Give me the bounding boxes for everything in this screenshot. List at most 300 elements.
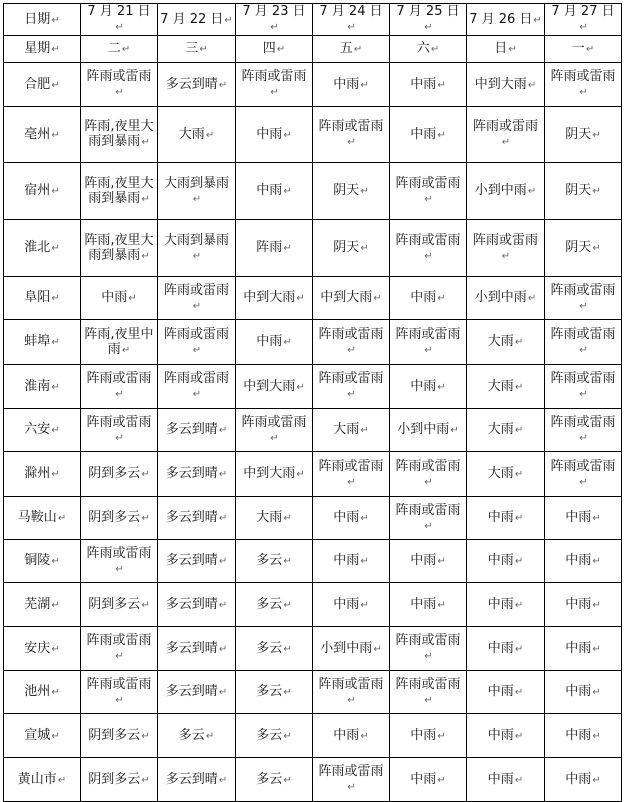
forecast-cell: 阵雨或雷雨↵ — [313, 758, 390, 802]
date-cell: 7 月 26 日↵ — [467, 4, 545, 36]
paragraph-mark: ↵ — [514, 337, 524, 348]
paragraph-mark: ↵ — [424, 694, 433, 706]
paragraph-mark: ↵ — [192, 300, 202, 312]
paragraph-mark: ↵ — [424, 651, 433, 662]
paragraph-mark: ↵ — [579, 432, 588, 444]
forecast-cell: 中雨↵ — [313, 63, 390, 107]
forecast-cell: 中雨↵ — [467, 758, 545, 802]
forecast-cell: 阴到多云↵ — [81, 714, 158, 758]
paragraph-mark: ↵ — [579, 389, 588, 400]
forecast-cell: 阵雨或雷雨↵ — [158, 320, 236, 365]
forecast-cell: 多云到晴↵ — [158, 497, 236, 540]
paragraph-mark: ↵ — [192, 193, 202, 205]
weekday-cell: 二↵ — [81, 36, 158, 63]
forecast-cell: 大雨↵ — [313, 409, 390, 452]
paragraph-mark: ↵ — [283, 730, 292, 742]
paragraph-mark: ↵ — [192, 389, 202, 400]
forecast-cell: 中雨↵ — [236, 320, 313, 365]
table-row — [4, 671, 622, 714]
paragraph-mark: ↵ — [115, 389, 124, 400]
paragraph-mark: ↵ — [514, 599, 524, 611]
paragraph-mark: ↵ — [579, 344, 588, 356]
weekday-label-cell: 星期↵ — [4, 36, 81, 63]
paragraph-mark: ↵ — [51, 14, 60, 26]
paragraph-mark: ↵ — [270, 87, 279, 98]
forecast-cell: 阵雨或雷雨↵ — [390, 671, 467, 714]
forecast-cell: 大雨↵ — [467, 452, 545, 497]
paragraph-mark: ↵ — [533, 14, 542, 26]
paragraph-mark: ↵ — [514, 774, 524, 786]
paragraph-mark: ↵ — [347, 694, 356, 706]
paragraph-mark: ↵ — [347, 782, 356, 793]
forecast-cell: 中到大雨↵ — [313, 277, 390, 320]
forecast-cell: 多云到晴↵ — [158, 583, 236, 627]
paragraph-mark: ↵ — [424, 344, 433, 356]
forecast-cell: 多云↵ — [236, 758, 313, 802]
paragraph-mark: ↵ — [128, 293, 137, 304]
paragraph-mark: ↵ — [347, 389, 356, 400]
forecast-cell: 阵雨或雷雨↵ — [545, 409, 622, 452]
paragraph-mark: ↵ — [115, 432, 124, 444]
paragraph-mark: ↵ — [424, 476, 433, 488]
table-row — [4, 107, 622, 163]
table-row — [4, 714, 622, 758]
forecast-cell: 中雨↵ — [390, 540, 467, 583]
forecast-cell: 中雨↵ — [390, 583, 467, 627]
forecast-cell: 阵雨或雷雨↵ — [313, 107, 390, 163]
paragraph-mark: ↵ — [424, 520, 433, 532]
forecast-cell: 阵雨或雷雨↵ — [81, 409, 158, 452]
forecast-cell: 阵雨或雷雨↵ — [467, 107, 545, 163]
paragraph-mark: ↵ — [514, 513, 524, 524]
date-label-cell: 日期↵ — [4, 4, 81, 36]
city-cell: 阜阳↵ — [4, 277, 81, 320]
forecast-cell: 大雨↵ — [467, 320, 545, 365]
forecast-cell: 中雨↵ — [467, 714, 545, 758]
paragraph-mark: ↵ — [283, 643, 292, 655]
forecast-cell: 阵雨或雷雨↵ — [81, 540, 158, 583]
paragraph-mark: ↵ — [424, 22, 433, 33]
paragraph-mark: ↵ — [283, 774, 292, 786]
forecast-cell: 阵雨,夜里中雨↵ — [81, 320, 158, 365]
paragraph-mark: ↵ — [360, 186, 369, 197]
paragraph-mark: ↵ — [424, 193, 433, 205]
paragraph-mark: ↵ — [192, 344, 202, 356]
paragraph-mark: ↵ — [283, 687, 292, 698]
date-cell: 7 月 24 日↵ — [313, 4, 390, 36]
forecast-cell: 多云↵ — [158, 714, 236, 758]
forecast-cell: 多云到晴↵ — [158, 409, 236, 452]
paragraph-mark: ↵ — [353, 44, 363, 55]
paragraph-mark: ↵ — [270, 22, 279, 33]
forecast-cell: 中雨↵ — [467, 540, 545, 583]
forecast-cell: 大雨↵ — [467, 365, 545, 409]
paragraph-mark: ↵ — [51, 730, 60, 742]
paragraph-mark: ↵ — [51, 381, 60, 393]
paragraph-mark: ↵ — [437, 730, 446, 742]
paragraph-mark: ↵ — [141, 137, 150, 148]
table-row — [4, 627, 622, 671]
paragraph-mark: ↵ — [437, 599, 446, 611]
forecast-cell: 阵雨或雷雨↵ — [236, 63, 313, 107]
forecast-cell: 多云↵ — [236, 540, 313, 583]
city-cell: 淮北↵ — [4, 220, 81, 277]
forecast-cell: 阵雨或雷雨↵ — [313, 671, 390, 714]
forecast-cell: 中雨↵ — [545, 758, 622, 802]
paragraph-mark: ↵ — [115, 651, 124, 662]
paragraph-mark: ↵ — [527, 79, 537, 91]
date-cell: 7 月 22 日↵ — [158, 4, 236, 36]
paragraph-mark: ↵ — [347, 344, 356, 356]
paragraph-mark: ↵ — [218, 469, 228, 480]
weather-forecast-table — [3, 3, 622, 802]
forecast-cell: 中雨↵ — [467, 671, 545, 714]
city-cell: 铜陵↵ — [4, 540, 81, 583]
forecast-cell: 阵雨或雷雨↵ — [158, 277, 236, 320]
paragraph-mark: ↵ — [51, 79, 60, 91]
forecast-cell: 大雨到暴雨↵ — [158, 220, 236, 277]
paragraph-mark: ↵ — [527, 186, 537, 197]
city-cell: 亳州↵ — [4, 107, 81, 163]
paragraph-mark: ↵ — [205, 129, 215, 141]
city-cell: 淮南↵ — [4, 365, 81, 409]
paragraph-mark: ↵ — [51, 469, 60, 480]
paragraph-mark: ↵ — [141, 774, 150, 786]
forecast-cell: 阵雨或雷雨↵ — [236, 409, 313, 452]
forecast-cell: 阴天↵ — [313, 220, 390, 277]
forecast-cell: 阵雨或雷雨↵ — [313, 365, 390, 409]
paragraph-mark: ↵ — [283, 186, 292, 197]
weekday-cell: 六↵ — [390, 36, 467, 63]
paragraph-mark: ↵ — [508, 44, 517, 55]
forecast-cell: 中雨↵ — [390, 63, 467, 107]
paragraph-mark: ↵ — [218, 79, 228, 91]
paragraph-mark: ↵ — [57, 513, 67, 524]
paragraph-mark: ↵ — [115, 563, 124, 575]
paragraph-mark: ↵ — [514, 425, 524, 436]
paragraph-mark: ↵ — [592, 556, 601, 567]
paragraph-mark: ↵ — [360, 599, 369, 611]
paragraph-mark: ↵ — [437, 381, 446, 393]
forecast-cell: 小到中雨↵ — [390, 409, 467, 452]
city-cell: 蚌埠↵ — [4, 320, 81, 365]
forecast-cell: 中雨↵ — [390, 714, 467, 758]
forecast-cell: 阴天↵ — [313, 163, 390, 220]
paragraph-mark: ↵ — [283, 129, 292, 141]
forecast-cell: 阵雨或雷雨↵ — [390, 220, 467, 277]
paragraph-mark: ↵ — [205, 730, 215, 742]
paragraph-mark: ↵ — [121, 344, 131, 356]
paragraph-mark: ↵ — [592, 186, 601, 197]
paragraph-mark: ↵ — [51, 44, 60, 55]
date-cell: 7 月 23 日↵ — [236, 4, 313, 36]
paragraph-mark: ↵ — [199, 44, 208, 55]
table-row — [4, 452, 622, 497]
forecast-cell: 中雨↵ — [313, 497, 390, 540]
forecast-cell: 中雨↵ — [545, 671, 622, 714]
forecast-cell: 多云到晴↵ — [158, 671, 236, 714]
forecast-cell: 大雨↵ — [158, 107, 236, 163]
paragraph-mark: ↵ — [218, 556, 228, 567]
forecast-cell: 中雨↵ — [467, 627, 545, 671]
paragraph-mark: ↵ — [585, 44, 595, 55]
paragraph-mark: ↵ — [437, 293, 446, 304]
forecast-cell: 阴到多云↵ — [81, 452, 158, 497]
paragraph-mark: ↵ — [283, 243, 292, 254]
forecast-cell: 中雨↵ — [545, 714, 622, 758]
forecast-cell: 阵雨或雷雨↵ — [545, 63, 622, 107]
forecast-cell: 阴天↵ — [545, 107, 622, 163]
paragraph-mark: ↵ — [296, 381, 305, 393]
forecast-cell: 中雨↵ — [390, 277, 467, 320]
paragraph-mark: ↵ — [514, 469, 524, 480]
table-row — [4, 583, 622, 627]
forecast-cell: 阵雨或雷雨↵ — [545, 452, 622, 497]
forecast-cell: 阵雨或雷雨↵ — [390, 627, 467, 671]
paragraph-mark: ↵ — [192, 250, 202, 262]
paragraph-mark: ↵ — [218, 425, 228, 436]
table-row — [4, 63, 622, 107]
paragraph-mark: ↵ — [514, 643, 524, 655]
forecast-cell: 阴到多云↵ — [81, 758, 158, 802]
table-row — [4, 163, 622, 220]
paragraph-mark: ↵ — [437, 79, 446, 91]
forecast-cell: 阵雨或雷雨↵ — [390, 320, 467, 365]
table-row — [4, 540, 622, 583]
forecast-cell: 中雨↵ — [236, 107, 313, 163]
paragraph-mark: ↵ — [347, 476, 356, 488]
paragraph-mark: ↵ — [579, 22, 588, 33]
paragraph-mark: ↵ — [592, 513, 601, 524]
paragraph-mark: ↵ — [592, 687, 601, 698]
paragraph-mark: ↵ — [224, 14, 233, 26]
table-row — [4, 220, 622, 277]
forecast-cell: 大雨到暴雨↵ — [158, 163, 236, 220]
forecast-cell: 多云↵ — [236, 627, 313, 671]
paragraph-mark: ↵ — [450, 425, 459, 436]
forecast-cell: 阴天↵ — [545, 163, 622, 220]
paragraph-mark: ↵ — [283, 556, 292, 567]
city-cell: 池州↵ — [4, 671, 81, 714]
forecast-cell: 中雨↵ — [545, 540, 622, 583]
forecast-cell: 阵雨或雷雨↵ — [545, 277, 622, 320]
paragraph-mark: ↵ — [501, 250, 511, 262]
forecast-cell: 阵雨,夜里大雨到暴雨↵ — [81, 220, 158, 277]
paragraph-mark: ↵ — [347, 137, 356, 148]
forecast-cell: 中雨↵ — [313, 583, 390, 627]
table-row — [4, 758, 622, 802]
forecast-cell: 小到中雨↵ — [467, 277, 545, 320]
paragraph-mark: ↵ — [51, 599, 60, 611]
paragraph-mark: ↵ — [360, 79, 369, 91]
paragraph-mark: ↵ — [437, 774, 446, 786]
paragraph-mark: ↵ — [141, 730, 150, 742]
paragraph-mark: ↵ — [592, 774, 601, 786]
date-header-row — [4, 4, 622, 36]
forecast-cell: 中雨↵ — [313, 540, 390, 583]
paragraph-mark: ↵ — [218, 774, 228, 786]
paragraph-mark: ↵ — [115, 22, 124, 33]
forecast-cell: 多云↵ — [236, 714, 313, 758]
paragraph-mark: ↵ — [592, 730, 601, 742]
forecast-cell: 阵雨或雷雨↵ — [390, 163, 467, 220]
paragraph-mark: ↵ — [592, 643, 601, 655]
forecast-cell: 阵雨或雷雨↵ — [467, 220, 545, 277]
paragraph-mark: ↵ — [121, 44, 131, 55]
forecast-cell: 中雨↵ — [467, 497, 545, 540]
date-cell: 7 月 25 日↵ — [390, 4, 467, 36]
paragraph-mark: ↵ — [514, 381, 524, 393]
paragraph-mark: ↵ — [51, 425, 60, 436]
city-cell: 芜湖↵ — [4, 583, 81, 627]
weekday-cell: 五↵ — [313, 36, 390, 63]
paragraph-mark: ↵ — [276, 44, 286, 55]
paragraph-mark: ↵ — [51, 687, 60, 698]
paragraph-mark: ↵ — [51, 337, 60, 348]
forecast-cell: 阵雨或雷雨↵ — [545, 365, 622, 409]
city-cell: 宿州↵ — [4, 163, 81, 220]
table-row — [4, 365, 622, 409]
city-cell: 安庆↵ — [4, 627, 81, 671]
paragraph-mark: ↵ — [51, 293, 60, 304]
paragraph-mark: ↵ — [430, 44, 440, 55]
paragraph-mark: ↵ — [592, 243, 601, 254]
paragraph-mark: ↵ — [579, 300, 588, 312]
paragraph-mark: ↵ — [141, 250, 150, 262]
forecast-cell: 中雨↵ — [390, 107, 467, 163]
forecast-cell: 阵雨或雷雨↵ — [545, 320, 622, 365]
paragraph-mark: ↵ — [373, 643, 382, 655]
paragraph-mark: ↵ — [437, 129, 446, 141]
paragraph-mark: ↵ — [51, 643, 60, 655]
forecast-cell: 中雨↵ — [313, 714, 390, 758]
forecast-cell: 阴到多云↵ — [81, 583, 158, 627]
forecast-cell: 中雨↵ — [545, 583, 622, 627]
paragraph-mark: ↵ — [514, 556, 524, 567]
date-cell: 7 月 21 日↵ — [81, 4, 158, 36]
forecast-cell: 中到大雨↵ — [467, 63, 545, 107]
forecast-cell: 阵雨或雷雨↵ — [313, 320, 390, 365]
forecast-cell: 阵雨↵ — [236, 220, 313, 277]
forecast-cell: 小到中雨↵ — [467, 163, 545, 220]
forecast-cell: 阵雨或雷雨↵ — [390, 497, 467, 540]
forecast-cell: 中雨↵ — [467, 583, 545, 627]
forecast-cell: 阵雨,夜里大雨到暴雨↵ — [81, 163, 158, 220]
paragraph-mark: ↵ — [347, 22, 356, 33]
city-cell: 宣城↵ — [4, 714, 81, 758]
forecast-cell: 多云↵ — [236, 671, 313, 714]
forecast-cell: 多云到晴↵ — [158, 452, 236, 497]
paragraph-mark: ↵ — [527, 293, 537, 304]
forecast-cell: 多云到晴↵ — [158, 63, 236, 107]
paragraph-mark: ↵ — [51, 186, 60, 197]
paragraph-mark: ↵ — [115, 87, 124, 98]
paragraph-mark: ↵ — [296, 293, 305, 304]
forecast-cell: 阵雨或雷雨↵ — [81, 63, 158, 107]
paragraph-mark: ↵ — [51, 243, 60, 254]
forecast-cell: 中雨↵ — [81, 277, 158, 320]
paragraph-mark: ↵ — [424, 250, 433, 262]
table-row — [4, 409, 622, 452]
forecast-cell: 中雨↵ — [390, 365, 467, 409]
weekday-cell: 一↵ — [545, 36, 622, 63]
forecast-cell: 阴天↵ — [545, 220, 622, 277]
paragraph-mark: ↵ — [141, 599, 150, 611]
forecast-cell: 多云到晴↵ — [158, 627, 236, 671]
forecast-cell: 中雨↵ — [545, 497, 622, 540]
paragraph-mark: ↵ — [360, 243, 369, 254]
forecast-cell: 阵雨或雷雨↵ — [313, 452, 390, 497]
paragraph-mark: ↵ — [501, 137, 511, 148]
forecast-cell: 中到大雨↵ — [236, 452, 313, 497]
paragraph-mark: ↵ — [141, 469, 150, 480]
paragraph-mark: ↵ — [579, 476, 588, 488]
date-cell: 7 月 27 日↵ — [545, 4, 622, 36]
forecast-cell: 阵雨或雷雨↵ — [81, 627, 158, 671]
paragraph-mark: ↵ — [360, 730, 369, 742]
paragraph-mark: ↵ — [579, 87, 588, 98]
table-row — [4, 277, 622, 320]
forecast-cell: 中雨↵ — [236, 163, 313, 220]
forecast-cell: 多云到晴↵ — [158, 758, 236, 802]
forecast-cell: 阵雨或雷雨↵ — [158, 365, 236, 409]
forecast-cell: 阵雨或雷雨↵ — [81, 671, 158, 714]
paragraph-mark: ↵ — [514, 730, 524, 742]
paragraph-mark: ↵ — [437, 556, 446, 567]
table-row — [4, 320, 622, 365]
weekday-header-row — [4, 36, 622, 63]
paragraph-mark: ↵ — [592, 129, 601, 141]
paragraph-mark: ↵ — [218, 643, 228, 655]
paragraph-mark: ↵ — [57, 774, 67, 786]
paragraph-mark: ↵ — [141, 193, 150, 205]
weekday-cell: 日↵ — [467, 36, 545, 63]
paragraph-mark: ↵ — [373, 293, 382, 304]
forecast-cell: 阵雨,夜里大雨到暴雨↵ — [81, 107, 158, 163]
paragraph-mark: ↵ — [218, 513, 228, 524]
weekday-cell: 三↵ — [158, 36, 236, 63]
paragraph-mark: ↵ — [141, 513, 150, 524]
forecast-cell: 中到大雨↵ — [236, 277, 313, 320]
forecast-cell: 阵雨或雷雨↵ — [81, 365, 158, 409]
city-cell: 滁州↵ — [4, 452, 81, 497]
paragraph-mark: ↵ — [51, 556, 60, 567]
city-cell: 黄山市↵ — [4, 758, 81, 802]
paragraph-mark: ↵ — [270, 432, 279, 444]
paragraph-mark: ↵ — [296, 469, 305, 480]
forecast-cell: 大雨↵ — [236, 497, 313, 540]
forecast-cell: 多云到晴↵ — [158, 540, 236, 583]
forecast-cell: 中雨↵ — [545, 627, 622, 671]
paragraph-mark: ↵ — [218, 599, 228, 611]
paragraph-mark: ↵ — [283, 513, 292, 524]
table-row — [4, 497, 622, 540]
paragraph-mark: ↵ — [283, 337, 292, 348]
paragraph-mark: ↵ — [514, 687, 524, 698]
paragraph-mark: ↵ — [283, 599, 292, 611]
weekday-cell: 四↵ — [236, 36, 313, 63]
city-cell: 六安↵ — [4, 409, 81, 452]
forecast-cell: 阴到多云↵ — [81, 497, 158, 540]
forecast-cell: 小到中雨↵ — [313, 627, 390, 671]
forecast-cell: 中到大雨↵ — [236, 365, 313, 409]
paragraph-mark: ↵ — [360, 425, 369, 436]
paragraph-mark: ↵ — [592, 599, 601, 611]
paragraph-mark: ↵ — [51, 129, 60, 141]
forecast-cell: 阵雨或雷雨↵ — [390, 452, 467, 497]
city-cell: 马鞍山↵ — [4, 497, 81, 540]
forecast-cell: 大雨↵ — [467, 409, 545, 452]
